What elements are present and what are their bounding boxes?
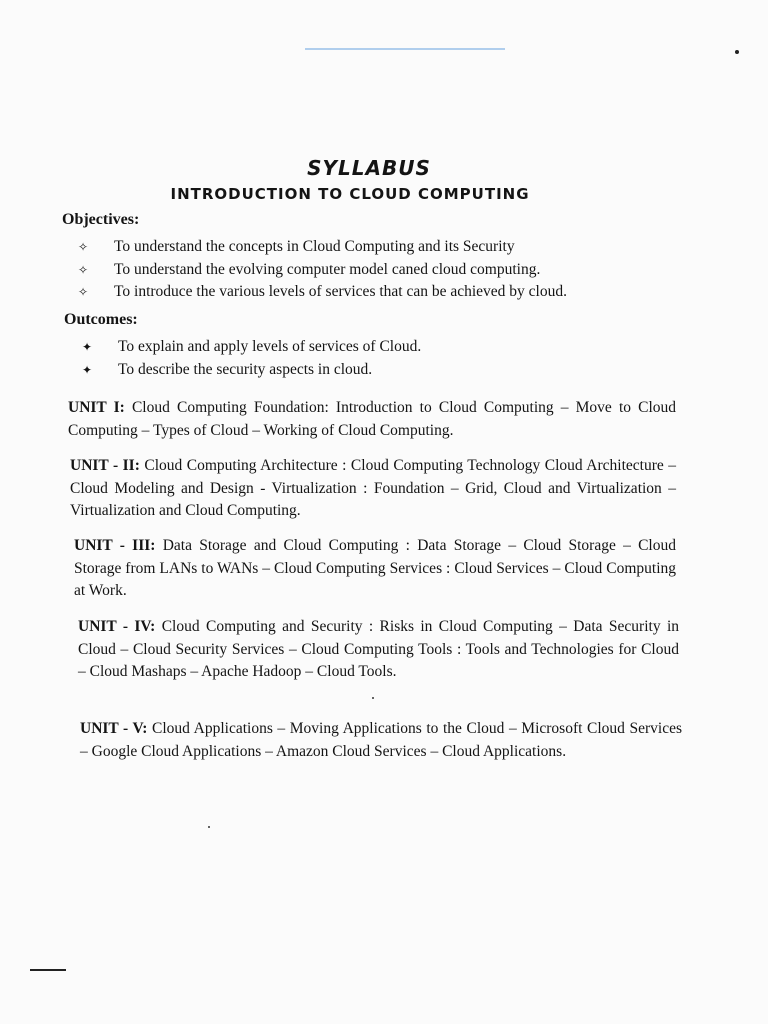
outcomes-list bbox=[82, 338, 421, 383]
diamond-bullet-icon: ✧ bbox=[78, 262, 89, 277]
star-bullet-icon: ✦ bbox=[82, 340, 93, 354]
course-title: INTRODUCTION TO CLOUD COMPUTING bbox=[170, 185, 530, 203]
page-title: SYLLABUS bbox=[307, 156, 431, 180]
scan-speck bbox=[208, 826, 210, 828]
unit-label: UNIT - IV: bbox=[78, 618, 156, 635]
unit-label: UNIT I: bbox=[68, 399, 125, 416]
outcome-text: To explain and apply levels of services of Cloud. bbox=[118, 338, 422, 355]
scan-edge-line bbox=[30, 969, 66, 971]
unit-label: UNIT - V: bbox=[80, 720, 148, 737]
outcome-text: To describe the security aspects in cloud. bbox=[118, 360, 373, 378]
unit-label: UNIT - II: bbox=[70, 457, 140, 474]
unit-text: Cloud Applications – Moving Applications to the Cloud – Microsoft Cloud Services – Google Cloud Applications – Amazon Cloud Services – Cloud Applications. bbox=[80, 720, 682, 760]
diamond-bullet-icon: ✧ bbox=[78, 240, 89, 254]
objectives-list bbox=[78, 238, 567, 306]
star-bullet-icon: ✦ bbox=[82, 362, 93, 377]
unit-text: Cloud Computing and Security : Risks in Cloud Computing – Data Security in Cloud – Cloud Security Services – Cloud Computing Tools : Tools and Technologies for Cloud – Cloud Mashaps – Apache Hadoop – Cloud Tools. bbox=[78, 618, 679, 680]
objective-text: To understand the concepts in Cloud Computing and its Security bbox=[114, 238, 515, 255]
objective-item bbox=[78, 238, 567, 261]
unit-1 bbox=[68, 397, 676, 442]
outcomes-heading: Outcomes: bbox=[64, 311, 138, 328]
objective-text: To understand the evolving computer model caned cloud computing. bbox=[114, 260, 541, 278]
scan-speck bbox=[735, 50, 739, 54]
unit-5 bbox=[80, 718, 682, 763]
unit-text: Data Storage and Cloud Computing : Data Storage – Cloud Storage – Cloud Storage from LANs to WANs – Cloud Computing Services : Cloud Services – Cloud Computing at Work. bbox=[74, 537, 676, 599]
unit-4 bbox=[78, 616, 679, 684]
objective-item bbox=[78, 261, 567, 284]
objective-text: To introduce the various levels of services that can be achieved by cloud. bbox=[114, 283, 567, 300]
outcome-item bbox=[82, 361, 421, 384]
diamond-bullet-icon: ✧ bbox=[78, 285, 89, 299]
unit-3 bbox=[74, 535, 676, 603]
unit-2 bbox=[70, 455, 676, 523]
unit-label: UNIT - III: bbox=[74, 537, 156, 554]
objective-item bbox=[78, 283, 567, 306]
unit-text: Cloud Computing Architecture : Cloud Computing Technology Cloud Architecture – Cloud Modeling and Design - Virtualization : Foundation – Grid, Cloud and Virtualization – Virtualization and Cloud Computing. bbox=[70, 457, 676, 519]
unit-text: Cloud Computing Foundation: Introduction to Cloud Computing – Move to Cloud Computing – Types of Cloud – Working of Cloud Computing. bbox=[68, 399, 677, 439]
scan-edge-line bbox=[305, 48, 505, 50]
scan-speck bbox=[372, 697, 374, 699]
objectives-heading: Objectives: bbox=[62, 211, 140, 228]
outcome-item bbox=[82, 338, 421, 361]
